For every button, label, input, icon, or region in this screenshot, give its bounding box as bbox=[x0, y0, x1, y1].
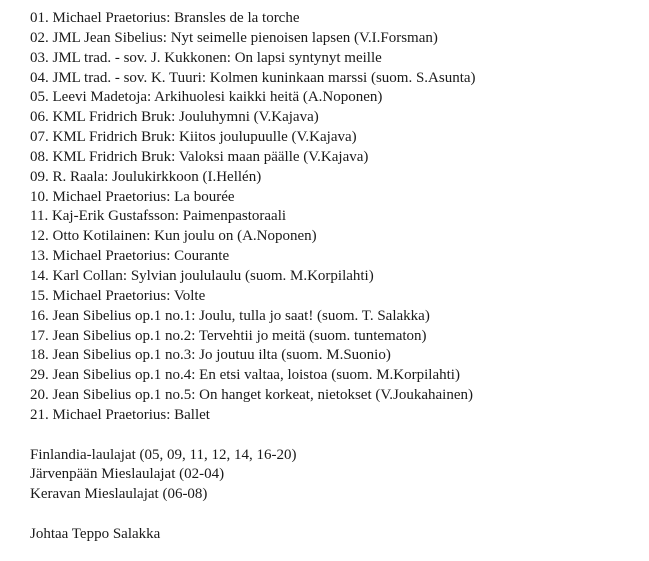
track-line: 03. JML trad. - sov. J. Kukkonen: On lapsi syntynyt meille bbox=[30, 49, 382, 66]
track-line: 17. Jean Sibelius op.1 no.2: Tervehtii jo meitä (suom. tuntematon) bbox=[30, 327, 427, 344]
conductor-line: Johtaa Teppo Salakka bbox=[30, 525, 161, 542]
track-line: 06. KML Fridrich Bruk: Jouluhymni (V.Kajava) bbox=[30, 109, 319, 126]
choir-line: Finlandia-laulajat (05, 09, 11, 12, 14, 16-20) bbox=[30, 446, 297, 463]
track-line: 14. Karl Collan: Sylvian joululaulu (suom. M.Korpilahti) bbox=[30, 267, 374, 284]
track-line: 21. Michael Praetorius: Ballet bbox=[30, 406, 210, 423]
credits-document bbox=[30, 9, 640, 545]
track-line: 04. JML trad. - sov. K. Tuuri: Kolmen kuninkaan marssi (suom. S.Asunta) bbox=[30, 69, 476, 86]
track-line: 02. JML Jean Sibelius: Nyt seimelle pienoisen lapsen (V.I.Forsman) bbox=[30, 29, 438, 46]
track-line: 16. Jean Sibelius op.1 no.1: Joulu, tulla jo saat! (suom. T. Salakka) bbox=[30, 307, 430, 324]
choir-line: Järvenpään Mieslaulajat (02-04) bbox=[30, 466, 225, 483]
track-list bbox=[30, 9, 640, 426]
track-line: 11. Kaj-Erik Gustafsson: Paimenpastoraali bbox=[30, 208, 287, 225]
track-line: 05. Leevi Madetoja: Arkihuolesi kaikki heitä (A.Noponen) bbox=[30, 89, 383, 106]
choir-line: Keravan Mieslaulajat (06-08) bbox=[30, 486, 208, 503]
track-line: 29. Jean Sibelius op.1 no.4: En etsi valtaa, loistoa (suom. M.Korpilahti) bbox=[30, 367, 460, 384]
choir-list bbox=[30, 446, 640, 506]
track-line: 12. Otto Kotilainen: Kun joulu on (A.Noponen) bbox=[30, 228, 317, 245]
track-line: 07. KML Fridrich Bruk: Kiitos joulupuulle (V.Kajava) bbox=[30, 129, 357, 146]
track-line: 01. Michael Praetorius: Bransles de la torche bbox=[30, 10, 300, 26]
track-line: 20. Jean Sibelius op.1 no.5: On hanget korkeat, nietokset (V.Joukahainen) bbox=[30, 387, 473, 404]
track-line: 08. KML Fridrich Bruk: Valoksi maan päälle (V.Kajava) bbox=[30, 148, 369, 165]
track-line: 18. Jean Sibelius op.1 no.3: Jo joutuu ilta (suom. M.Suonio) bbox=[30, 347, 391, 364]
track-line: 10. Michael Praetorius: La bourée bbox=[30, 188, 235, 205]
track-line: 15. Michael Praetorius: Volte bbox=[30, 287, 206, 304]
track-line: 13. Michael Praetorius: Courante bbox=[30, 248, 230, 265]
track-line: 09. R. Raala: Joulukirkkoon (I.Hellén) bbox=[30, 168, 262, 185]
